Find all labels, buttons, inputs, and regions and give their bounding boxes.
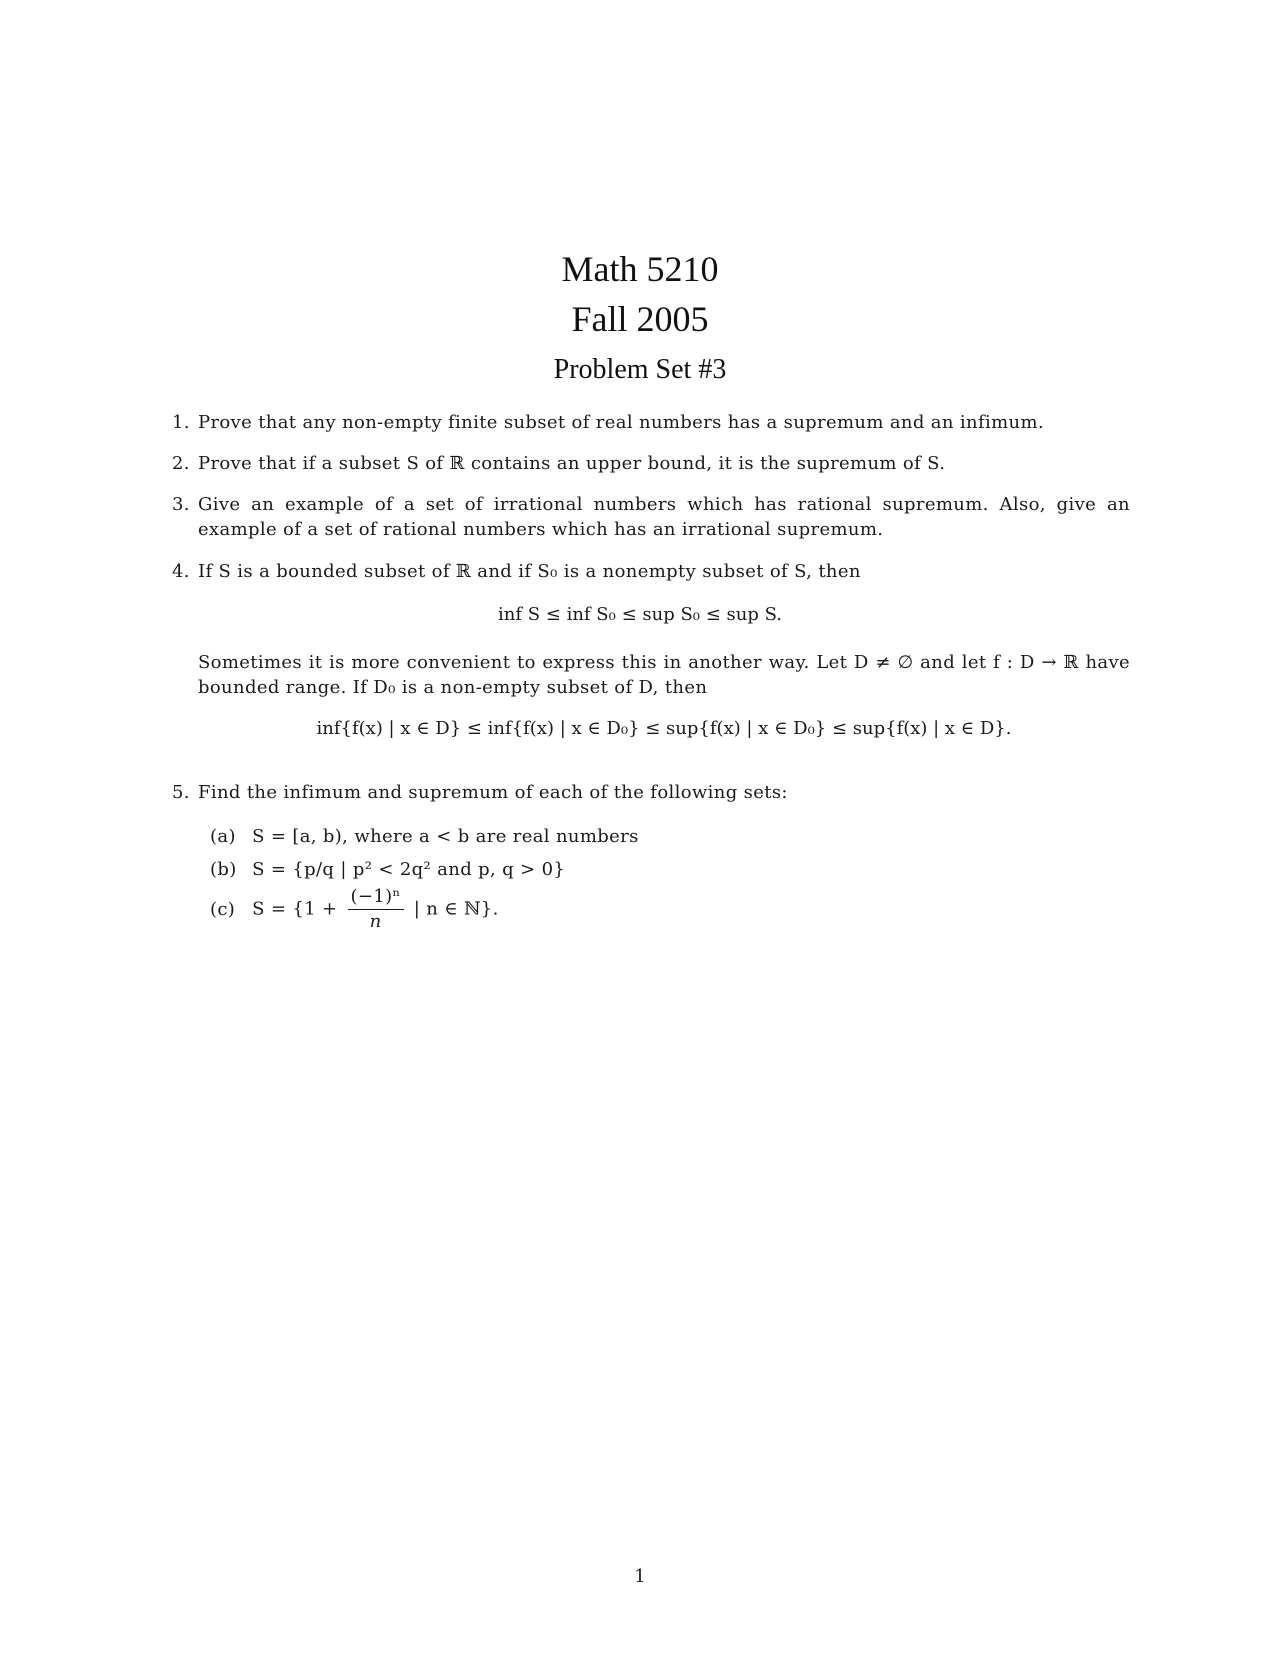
problem-3	[172, 492, 1130, 542]
fraction	[348, 885, 404, 934]
problem-text: Give an example of a set of irrational numbers which has rational supremum. Also, give an example of a set of rational numbers which has an irrational supremum.	[198, 494, 1130, 540]
problem-text: If S is a bounded subset of ℝ and if S₀ is a nonempty subset of S, then	[198, 561, 861, 582]
problem-number: 3.	[172, 494, 190, 515]
display-equation-2: inf{f(x) | x ∈ D} ≤ inf{f(x) | x ∈ D₀} ≤ sup{f(x) | x ∈ D₀} ≤ sup{f(x) | x ∈ D}.	[316, 718, 1012, 739]
subproblem-c	[210, 885, 499, 934]
course-title: Math 5210	[561, 249, 719, 289]
subproblem-label: (b)	[210, 859, 237, 880]
problem-4	[172, 559, 1130, 584]
problem-number: 5.	[172, 782, 190, 803]
fraction-numerator: (−1)ⁿ	[348, 885, 404, 910]
problem-text: Prove that any non-empty finite subset of real numbers has a supremum and an infimum.	[198, 412, 1044, 433]
set-prefix: S = {1 +	[252, 898, 338, 920]
problem-number: 2.	[172, 453, 190, 474]
problem-set-title: Problem Set #3	[553, 354, 727, 385]
term-title: Fall 2005	[571, 299, 709, 339]
problem-2	[172, 451, 1130, 476]
problem-text: Prove that if a subset S of ℝ contains an upper bound, it is the supremum of S.	[198, 453, 946, 474]
subproblem-b	[210, 857, 565, 882]
subproblem-label: (a)	[210, 826, 236, 847]
page-number: 1	[634, 1566, 646, 1587]
problem-4-paragraph: Sometimes it is more convenient to express this in another way. Let D ≠ ∅ and let f : D → ℝ have bounded range. If D₀ is a non-empty subset of D, then	[198, 652, 1130, 698]
fraction-denominator: n	[369, 911, 382, 932]
problem-text: Find the infimum and supremum of each of the following sets:	[198, 782, 788, 803]
problem-1	[172, 410, 1130, 435]
display-equation-1: inf S ≤ inf S₀ ≤ sup S₀ ≤ sup S.	[497, 604, 783, 625]
problem-number: 1.	[172, 412, 190, 433]
subproblem-label: (c)	[210, 898, 236, 920]
subproblem-text: S = {p/q | p² < 2q² and p, q > 0}	[252, 859, 566, 880]
problem-number: 4.	[172, 561, 190, 582]
subproblem-a	[210, 824, 639, 849]
problem-5	[172, 780, 1130, 805]
subproblem-text: S = [a, b), where a < b are real numbers	[252, 826, 639, 847]
set-suffix: | n ∈ ℕ}.	[413, 898, 499, 920]
